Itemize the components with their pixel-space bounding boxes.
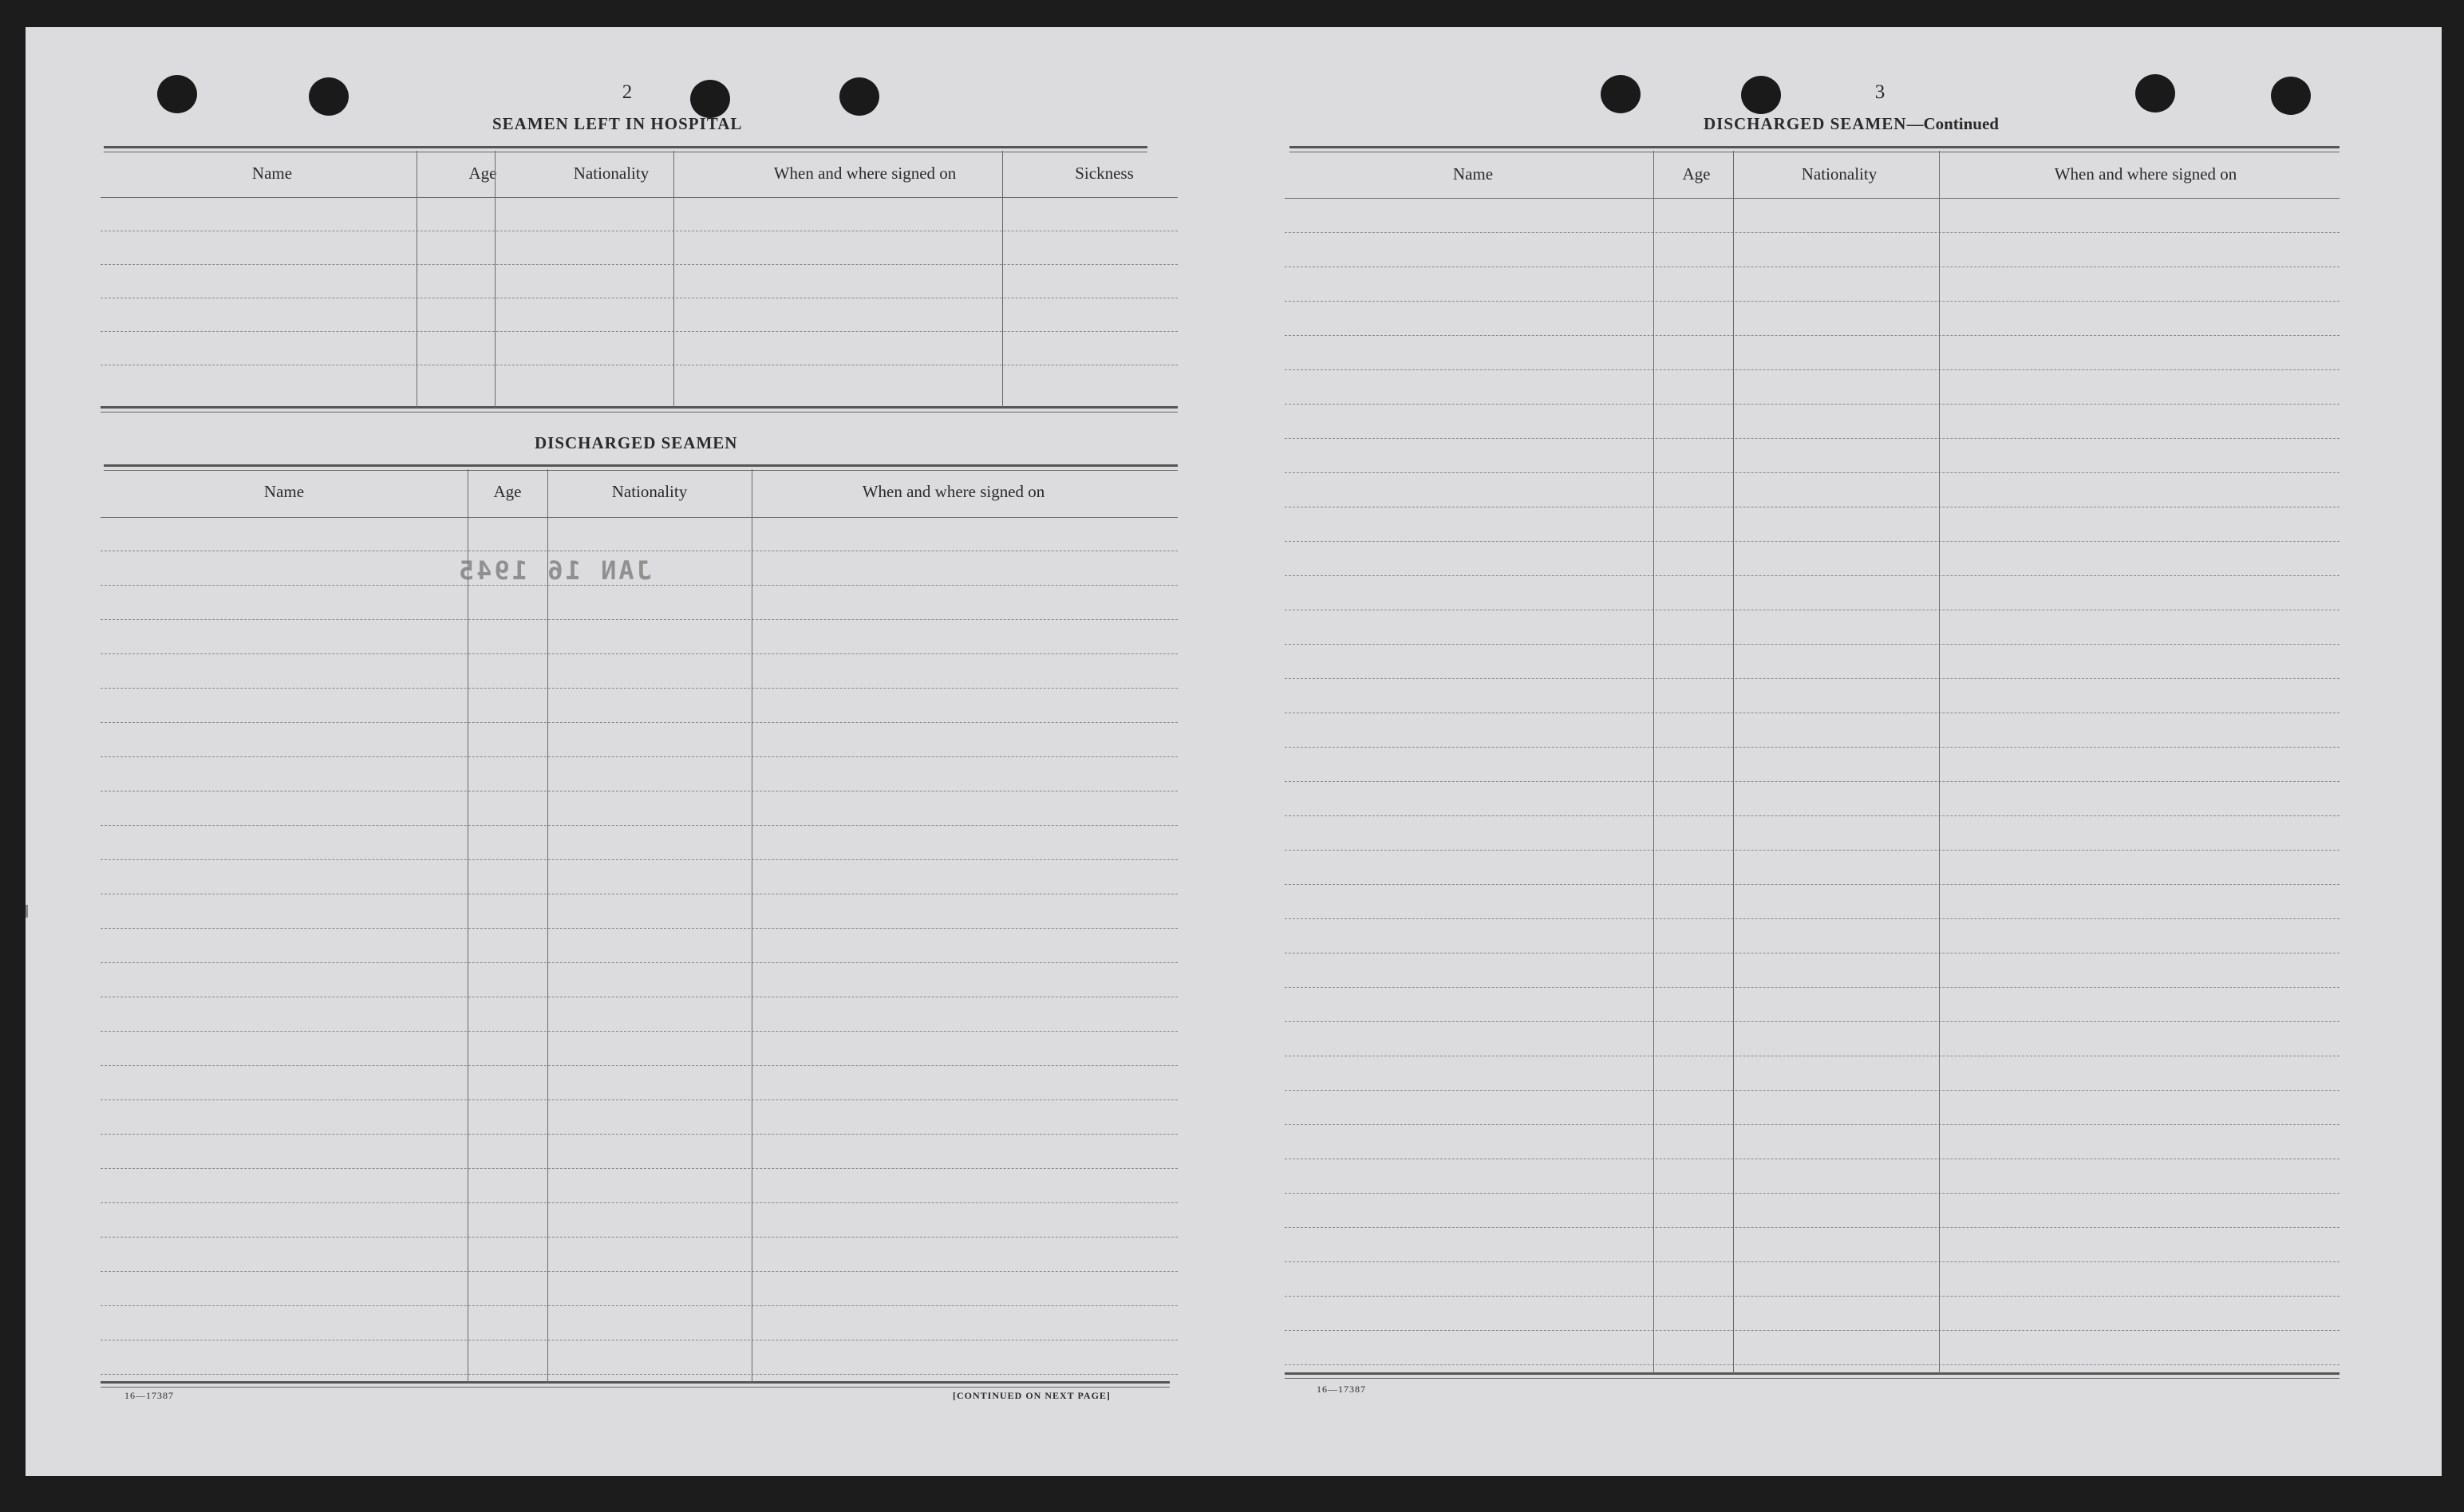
page-number: 3 <box>1874 81 1886 103</box>
row-line <box>101 653 1178 654</box>
punch-hole <box>690 80 730 118</box>
column-header-signed-on: When and where signed on <box>773 164 957 183</box>
row-line <box>1285 335 2340 336</box>
row-line <box>1285 1124 2340 1125</box>
row-line <box>1285 1296 2340 1297</box>
header-rule <box>101 517 1178 518</box>
punch-hole <box>309 77 349 116</box>
row-line <box>1285 850 2340 851</box>
discharged-section-title: DISCHARGED SEAMEN <box>535 433 738 452</box>
table-top-rule <box>1289 146 2340 148</box>
row-line <box>101 264 1178 265</box>
column-divider <box>1653 151 1654 1374</box>
row-line <box>101 859 1178 860</box>
row-line <box>101 825 1178 826</box>
row-line <box>1285 369 2340 370</box>
row-line <box>1285 884 2340 885</box>
row-line <box>101 1374 1178 1375</box>
row-line <box>101 1168 1178 1169</box>
column-header-nationality: Nationality <box>573 164 650 183</box>
row-line <box>1285 1261 2340 1262</box>
row-line <box>1285 918 2340 919</box>
table-top-rule <box>104 146 1147 148</box>
row-line <box>1285 815 2340 816</box>
column-header-age: Age <box>493 482 522 501</box>
column-header-name: Name <box>263 482 305 501</box>
column-header-name: Name <box>251 164 293 183</box>
left-page <box>26 27 1234 1476</box>
row-line <box>1285 301 2340 302</box>
section-title-suffix: —Continued <box>1906 114 1999 133</box>
row-line <box>1285 987 2340 988</box>
row-line <box>1285 747 2340 748</box>
row-line <box>1285 644 2340 645</box>
punch-hole <box>1601 75 1641 113</box>
section-title-text: DISCHARGED SEAMEN <box>1704 114 1907 133</box>
punch-hole <box>2271 77 2311 115</box>
column-header-nationality: Nationality <box>1801 164 1878 184</box>
column-header-age: Age <box>1682 164 1711 184</box>
punch-hole <box>839 77 879 116</box>
row-line <box>101 1237 1178 1238</box>
column-divider <box>1002 151 1003 408</box>
column-divider <box>1939 151 1940 1374</box>
row-line <box>1285 541 2340 542</box>
row-line <box>101 331 1178 332</box>
form-number: 16—17387 <box>124 1390 174 1401</box>
column-divider <box>495 151 496 408</box>
row-line <box>101 756 1178 757</box>
row-line <box>1285 266 2340 267</box>
column-header-signed-on: When and where signed on <box>2054 164 2237 184</box>
column-header-signed-on: When and where signed on <box>862 482 1045 501</box>
row-line <box>101 1305 1178 1306</box>
row-line <box>101 1271 1178 1272</box>
row-line <box>1285 1364 2340 1365</box>
row-line <box>1285 404 2340 405</box>
row-line <box>101 1031 1178 1032</box>
table-bottom-rule <box>101 406 1178 409</box>
table-bottom-rule <box>101 1381 1170 1384</box>
row-line <box>1285 781 2340 782</box>
row-line <box>1285 1021 2340 1022</box>
row-line <box>101 619 1178 620</box>
column-divider <box>673 151 674 408</box>
column-divider <box>1733 151 1734 1374</box>
table-bottom-rule <box>1285 1372 2340 1375</box>
continued-note: [CONTINUED ON NEXT PAGE] <box>953 1390 1111 1401</box>
header-rule <box>1285 198 2340 199</box>
page-number: 2 <box>622 81 633 103</box>
hospital-section-title: SEAMEN LEFT IN HOSPITAL <box>492 114 743 133</box>
row-line <box>1285 1090 2340 1091</box>
row-line <box>1285 438 2340 439</box>
column-header-nationality: Nationality <box>611 482 688 501</box>
row-line <box>101 962 1178 963</box>
discharged-continued-title <box>1704 114 1999 134</box>
punch-hole <box>2135 74 2175 113</box>
row-line <box>1285 472 2340 473</box>
row-line <box>101 1202 1178 1203</box>
row-line <box>101 928 1178 929</box>
punch-hole <box>1741 76 1781 114</box>
row-line <box>1285 1227 2340 1228</box>
column-header-name: Name <box>1452 164 1494 184</box>
row-line <box>1285 1193 2340 1194</box>
column-divider <box>547 469 548 1383</box>
right-page <box>1234 27 2442 1476</box>
row-line <box>1285 1330 2340 1331</box>
row-line <box>101 791 1178 792</box>
header-rule <box>101 197 1178 198</box>
punch-hole <box>157 75 197 113</box>
date-stamp: JAN 16 1945 <box>456 555 652 586</box>
table-top-rule <box>104 464 1178 467</box>
row-line <box>1285 678 2340 679</box>
form-number: 16—17387 <box>1317 1384 1366 1395</box>
row-line <box>101 1134 1178 1135</box>
row-line <box>101 1065 1178 1066</box>
row-line <box>1285 575 2340 576</box>
row-line <box>1285 232 2340 233</box>
row-line <box>101 1099 1178 1100</box>
column-header-sickness: Sickness <box>1075 164 1134 183</box>
row-line <box>101 688 1178 689</box>
row-line <box>101 722 1178 723</box>
column-header-age: Age <box>468 164 497 183</box>
document-sheet <box>26 27 2442 1476</box>
